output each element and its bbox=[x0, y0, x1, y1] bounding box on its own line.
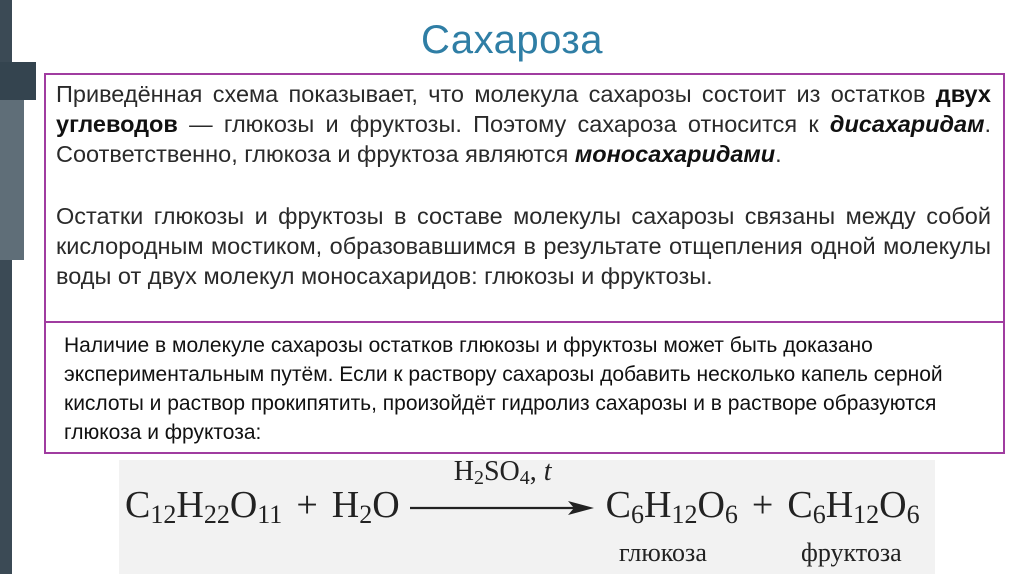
plus-sign: + bbox=[751, 484, 774, 526]
equation-row bbox=[125, 456, 920, 529]
sucrose-formula: $C_{12}H_{22}O_{11}$ bbox=[125, 484, 283, 529]
plus-sign: + bbox=[296, 484, 318, 526]
slide-title: Сахароза bbox=[420, 18, 603, 62]
explanation-paragraph-1 bbox=[56, 79, 991, 169]
reaction-arrow bbox=[408, 456, 598, 528]
text-span: . Соответственно, глюкоза и фруктоза являются bbox=[56, 111, 991, 167]
experiment-paragraph: Наличие в молекуле сахарозы остатков глюкозы и фруктозы может быть доказано экспериментальным путём. Если к раствору сахарозы добавить несколько капель серной кислоты и раствор прокипятить, произойдёт гидролиз сахарозы и в растворе образуются глюкоза и фруктоза: bbox=[64, 334, 943, 444]
bold-term-monosaccharides: моносахаридами bbox=[574, 141, 776, 167]
text-span: . bbox=[775, 141, 782, 167]
left-decor-accent-light bbox=[0, 100, 24, 260]
experiment-box bbox=[44, 323, 1005, 454]
glucose-label: глюкоза bbox=[619, 538, 707, 567]
bold-term-disaccharides: дисахаридам bbox=[829, 111, 985, 137]
explanation-paragraph-2: Остатки глюкозы и фруктозы в составе молекулы сахарозы связаны между собой кислородным мостиком, образовавшимся в результате отщепления одной молекулы воды от двух молекул моносахаридов: глюкозы и фруктозы. bbox=[56, 203, 991, 289]
arrow-right-icon bbox=[408, 498, 598, 518]
explanation-box bbox=[44, 73, 1005, 323]
glucose-formula: $C_6H_{12}O_6$ bbox=[605, 484, 738, 529]
bold-term-two-carbohydrates: двух углеводов bbox=[56, 81, 991, 137]
fructose-formula: $C_6H_{12}O_6$ bbox=[787, 484, 920, 529]
hydrolysis-equation bbox=[119, 456, 935, 574]
text-span: Приведённая схема показывает, что молекула сахарозы состоит из остатков bbox=[56, 81, 936, 107]
text-span: — глюкозы и фруктозы. Поэтому сахароза относится к bbox=[177, 111, 830, 137]
left-decor-accent-dark bbox=[0, 62, 36, 100]
reaction-condition: $H_2SO_4$, t bbox=[453, 456, 552, 490]
fructose-label: фруктоза bbox=[801, 538, 902, 567]
water-formula: $H_2O$ bbox=[331, 484, 400, 529]
